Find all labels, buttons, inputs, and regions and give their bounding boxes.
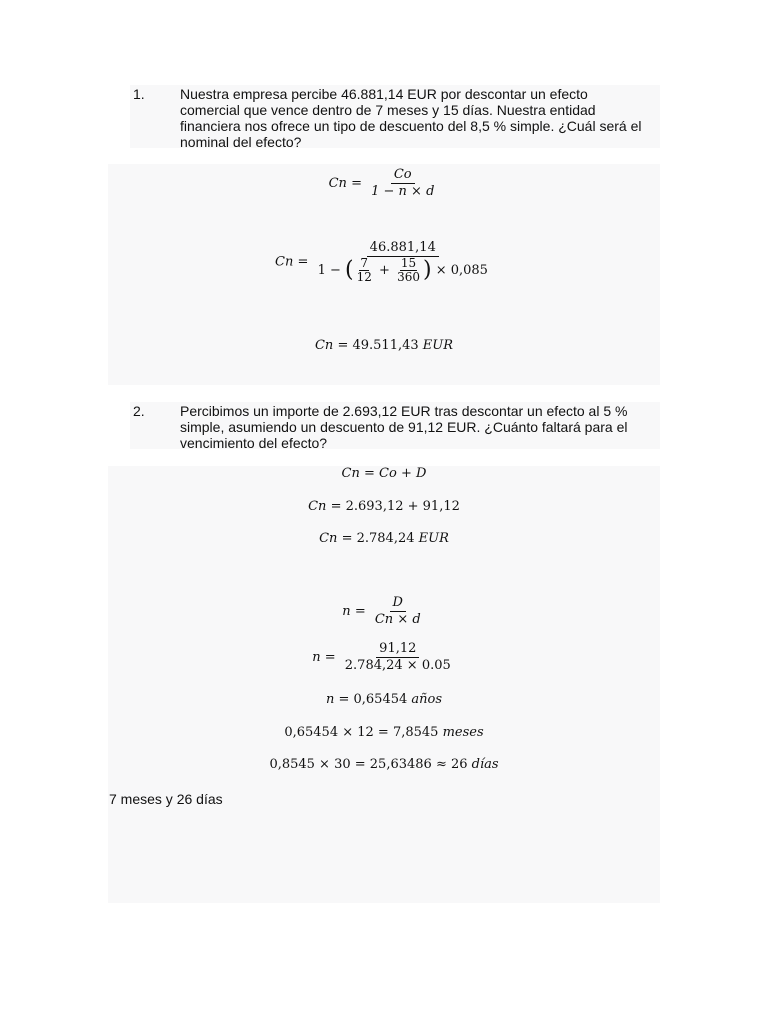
- question-2-line: simple, asumiendo un descuento de 91,12 EUR. ¿Cuánto faltará para el: [180, 419, 628, 435]
- fraction: $\frac{D}{Cn \times d}$: [374, 595, 421, 627]
- answer-2-box: [108, 466, 660, 903]
- question-1-line: financiera nos ofrece un tipo de descuento del 8,5 % simple. ¿Cuál será el: [180, 118, 642, 134]
- formula-n-substituted: n = $\frac{91,12}{2.784,24 \times 0.05}$: [108, 641, 660, 674]
- question-1-line: nominal del efecto?: [180, 134, 302, 150]
- formula-days: 0,8545 × 30 = 25,63486 ≈ 26 días: [269, 757, 499, 772]
- formula-months: 0,65454 × 12 = 7,8545 meses: [284, 725, 484, 740]
- question-2-text: [180, 403, 660, 451]
- fraction: 46.881,14 1 − ( $\frac{7}{12}$ + $\frac{15}{360}$ ) × 0,085: [317, 240, 488, 284]
- question-2-line: vencimiento del efecto?: [180, 435, 328, 451]
- final-answer: 7 meses y 26 días: [109, 791, 223, 807]
- question-1-number: 1.: [133, 86, 145, 102]
- formula-cn-general: Cn = $\frac{Co}{1 - n \times d}$: [108, 167, 660, 200]
- answer-1-box: [108, 164, 660, 385]
- fraction: $\frac{91,12}{2.784,24 \times 0.05}$: [344, 641, 451, 673]
- formula-n-general: n = $\frac{D}{Cn \times d}$: [108, 595, 660, 628]
- formula-n-result: n = 0,65454 años: [325, 692, 443, 707]
- formula-cn-value: Cn = 2.784,24 EUR: [319, 531, 449, 546]
- question-2-line: Percibimos un importe de 2.693,12 EUR tras descontar un efecto al 5 %: [180, 403, 628, 419]
- formula-cn-sum: Cn = Co + D: [341, 466, 427, 481]
- question-1-text: [180, 86, 660, 150]
- formula-cn-substituted: Cn = 46.881,14 1 − ( $\frac{7}{12}$ + $\frac{15}{360}$ ) × 0,085: [108, 240, 660, 284]
- question-2-number: 2.: [133, 403, 145, 419]
- formula-cn-substituted: Cn = 2.693,12 + 91,12: [308, 499, 460, 514]
- question-1-line: Nuestra empresa percibe 46.881,14 EUR por descontar un efecto: [180, 86, 588, 102]
- question-1-line: comercial que vence dentro de 7 meses y 15 días. Nuestra entidad: [180, 102, 596, 118]
- formula-cn-result: Cn = 49.511,43 EUR: [314, 338, 454, 353]
- fraction: $\frac{Co}{1 - n \times d}$: [371, 167, 435, 199]
